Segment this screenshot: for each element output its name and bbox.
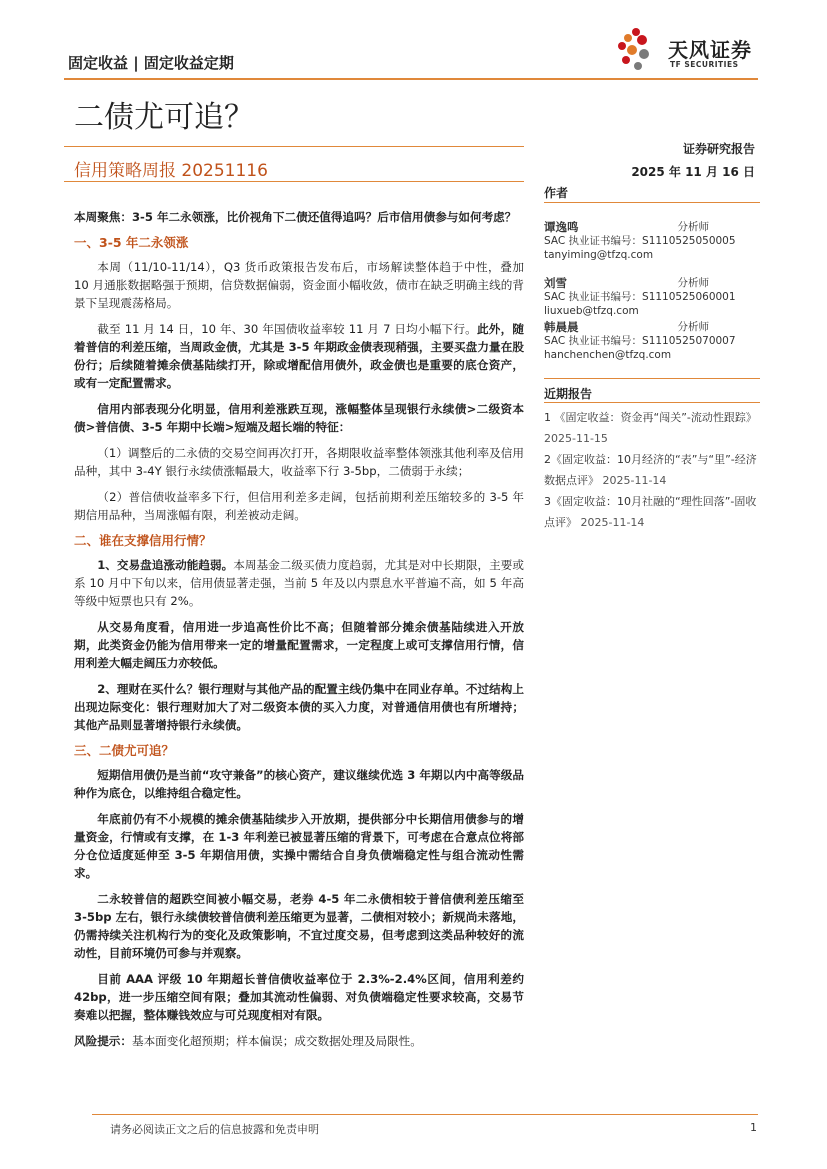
s3-paragraph-2 <box>74 810 524 882</box>
s1-paragraph-1: 本周（11/10-11/14），Q3 货币政策报告发布后，市场解读整体趋于中性，叠加 10 月通胀数据略强于预期，信贷数据偏弱，资金面小幅收敛，债市在缺乏明确主线的背景下呈现震荡格局。 <box>74 260 524 310</box>
page-subtitle: 信用策略周报 20251116 <box>74 161 268 181</box>
recent-rule-top <box>544 378 760 379</box>
recent-item[interactable] <box>544 407 760 449</box>
recent-item-date: 2025-11-14 <box>580 516 645 529</box>
analyst-role: 分析师 <box>677 321 709 333</box>
subtitle-rule-bottom <box>64 181 524 182</box>
analyst-sac: SAC 执业证书编号：S1110525050005 <box>544 235 736 247</box>
recent-item-title[interactable]: 3《固定收益：10月社融的“理性回落”-固收点评》 <box>544 495 757 529</box>
s1-p2-plain: 截至 11 月 14 日，10 年、30 年国债收益率较 11 月 7 日均小幅下行。 <box>97 322 477 336</box>
tf-logo <box>612 26 772 76</box>
recent-item-date: 2025-11-14 <box>602 474 667 487</box>
logo-mark-icon <box>612 26 662 76</box>
recent-item[interactable] <box>544 449 760 491</box>
analyst-1 <box>544 220 759 262</box>
s2-paragraph-1 <box>74 556 524 610</box>
risk-text: 基本面变化超预期；样本偏误；成交数据处理及局限性。 <box>131 1034 422 1048</box>
analyst-2 <box>544 276 759 318</box>
analyst-email[interactable]: hanchenchen@tfzq.com <box>544 349 672 361</box>
analyst-email[interactable]: tanyiming@tfzq.com <box>544 249 654 261</box>
analyst-email[interactable]: liuxueb@tfzq.com <box>544 305 639 317</box>
analyst-name: 韩晨晨 <box>544 320 579 334</box>
recent-heading: 近期报告 <box>544 387 593 401</box>
report-type: 证券研究报告 <box>682 142 755 156</box>
s2-paragraph-2 <box>74 618 524 672</box>
analyst-role: 分析师 <box>677 277 709 289</box>
footer-disclaimer: 请务必阅读正文之后的信息披露和免责申明 <box>110 1123 319 1136</box>
recent-item-title[interactable]: 1 《固定收益：资金再“闯关”-流动性跟踪》 <box>544 411 757 424</box>
analyst-name: 刘雪 <box>544 276 567 290</box>
category-label: 固定收益 | 固定收益定期 <box>68 54 234 72</box>
footer-rule <box>92 1114 758 1115</box>
analyst-sac: SAC 执业证书编号：S1110525070007 <box>544 335 736 347</box>
main-body <box>74 208 524 1058</box>
analyst-name: 谭逸鸣 <box>544 220 579 234</box>
s1-p3-bold: 信用内部表现分化明显，信用利差涨跌互现，涨幅整体呈现银行永续债>二级资本债>普信债、3-5 年期中长端>短端及超长端的特征： <box>74 402 524 434</box>
header-rule <box>64 78 758 80</box>
s1-p2-bold: 此外，随着普信的利差压缩，当周政金债，尤其是 3-5 年期政金债表现稍强，主要买盘力量在股份行；后续随着摊余债基陆续打开，除或增配信用债外，政金债也是重要的底仓资产，或有一定配置需求。 <box>74 322 524 390</box>
s2-p2-bold: 从交易角度看，信用进一步追高性价比不高；但随着部分摊余债基陆续进入开放期，此类资金仍能为信用带来一定的增量配置需求，一定程度上或可支撑信用行情，信用利差大幅走阔压力亦较低。 <box>74 620 524 670</box>
section-1-title: 一、3-5 年二永领涨 <box>74 235 189 250</box>
section-2-title: 二、谁在支撑信用行情？ <box>74 533 212 548</box>
s2-p1-bold: 1、交易盘追涨动能趋弱。 <box>97 558 234 572</box>
s2-p1-plain: 本周基金二级买债力度趋弱，尤其是对中长期限，主要或系 10 月中下旬以来，信用债显著走强，当前 5 年及以内票息水平普遍不高，如 5 年高等级中短票也只有 2%。 <box>74 558 524 608</box>
s1-paragraph-2 <box>74 320 524 392</box>
recent-item-title[interactable]: 2《固定收益：10月经济的“表”与“里”-经济数据点评》 <box>544 453 757 487</box>
s1-paragraph-5: （2）普信债收益率多下行，但信用利差多走阔，包括前期利差压缩较多的 3-5 年期信用品种，当周涨幅有限，利差被动走阔。 <box>74 490 524 522</box>
section-3-title: 三、二债尤可追？ <box>74 743 175 758</box>
recent-list <box>544 407 760 533</box>
s1-paragraph-3 <box>74 400 524 436</box>
recent-item[interactable] <box>544 491 760 533</box>
s3-p4-bold: 目前 AAA 评级 10 年期超长普信债收益率位于 2.3%-2.4%区间，信用利差约 42bp，进一步压缩空间有限；叠加其流动性偏弱、对负债端稳定性要求较高，交易节奏难以把握，整体赚钱效应与可兑现度相对有限。 <box>74 972 524 1022</box>
authors-rule <box>544 202 760 203</box>
s2-paragraph-3 <box>74 680 524 734</box>
page-title: 二债尤可追？ <box>74 100 254 135</box>
analyst-role: 分析师 <box>677 221 709 233</box>
risk-label: 风险提示： <box>74 1034 132 1048</box>
s2-p3-bold: 2、理财在买什么？银行理财与其他产品的配置主线仍集中在同业存单。不过结构上出现边际变化：银行理财加大了对二级资本债的买入力度，对普通信用债也有所增持；其他产品则显著增持银行永续债。 <box>74 682 524 732</box>
focus-text: 本周聚焦：3-5 年二永领涨，比价视角下二债还值得追吗？后市信用债参与如何考虑？ <box>74 210 517 224</box>
logo-cn: 天风证券 <box>668 38 752 62</box>
risk-paragraph <box>74 1032 524 1050</box>
s3-p2-bold: 年底前仍有不小规模的摊余债基陆续步入开放期，提供部分中长期信用债参与的增量资金，行情或有支撑，在 1-3 年利差已被显著压缩的背景下，可考虑在合意点位将部分仓位适度延伸至 3-5 年期信用债，实操中需结合自身负债端稳定性与组合流动性需求。 <box>74 812 524 880</box>
logo-en: TF SECURITIES <box>670 60 739 69</box>
s3-p1-bold: 短期信用债仍是当前“攻守兼备”的核心资产，建议继续优选 3 年期以内中高等级品种作为底仓，以维持组合稳定性。 <box>74 768 524 800</box>
recent-rule <box>544 402 760 403</box>
analyst-sac: SAC 执业证书编号：S1110525060001 <box>544 291 736 303</box>
s1-paragraph-4: （1）调整后的二永债的交易空间再次打开，各期限收益率整体领涨其他利率及信用品种，其中 3-4Y 银行永续债涨幅最大，收益率下行 3-5bp，二债弱于永续； <box>74 446 524 478</box>
focus-paragraph <box>74 208 524 226</box>
s3-paragraph-3 <box>74 890 524 962</box>
recent-item-date: 2025-11-15 <box>544 432 608 445</box>
report-date: 2025 年 11 月 16 日 <box>631 165 755 179</box>
s3-p3-bold: 二永较普信的超跌空间被小幅交易，老券 4-5 年二永债相较于普信债利差压缩至 3-5bp 左右，银行永续债较普信债利差压缩更为显著，二债相对较小；新规尚未落地，仍需持续关注机构行为的变化及政策影响，不宜过度交易，但考虑到这类品种较好的流动性，目前环境仍可参与并观察。 <box>74 892 524 960</box>
s3-paragraph-4 <box>74 970 524 1024</box>
analyst-3 <box>544 320 759 362</box>
page-number: 1 <box>750 1121 757 1134</box>
authors-heading: 作者 <box>544 186 569 200</box>
s3-paragraph-1 <box>74 766 524 802</box>
subtitle-rule-top <box>64 146 524 147</box>
